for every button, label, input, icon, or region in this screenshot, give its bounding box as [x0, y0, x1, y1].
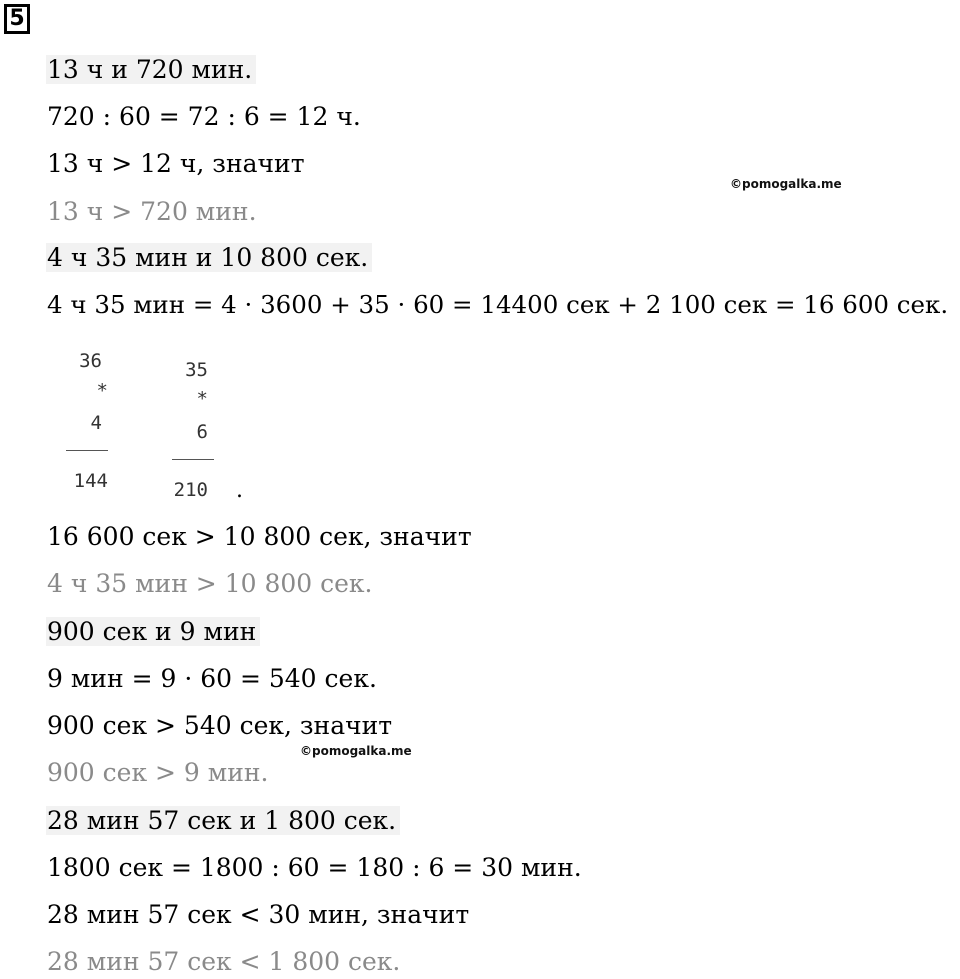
- task-4-answer: 28 мин 57 сек < 1 800 сек.: [47, 947, 401, 976]
- calc-2-top: 35: [185, 359, 208, 381]
- calc-1-operator: *: [96, 380, 108, 402]
- calc-1-bottom: 4: [90, 412, 102, 434]
- task-2-answer: 4 ч 35 мин > 10 800 сек.: [47, 569, 373, 598]
- task-3-statement: 900 сек и 9 мин: [47, 615, 260, 649]
- watermark: ©pomogalka.me: [730, 177, 842, 191]
- task-2-calculation: 4 ч 35 мин = 4 · 3600 + 35 · 60 = 14400 сек + 2 100 сек = 16 600 сек.: [47, 290, 949, 319]
- task-1-answer: 13 ч > 720 мин.: [47, 197, 257, 226]
- calc-2-result: 210: [173, 479, 208, 501]
- task-3-calculation: 9 мин = 9 · 60 = 540 сек.: [47, 664, 377, 693]
- task-2-comparison: 16 600 сек > 10 800 сек, значит: [47, 522, 472, 551]
- calc-2-bottom: 6: [196, 421, 208, 443]
- task-1-calculation: 720 : 60 = 72 : 6 = 12 ч.: [47, 102, 361, 131]
- calc-1-top: 36: [79, 350, 102, 372]
- task-2-statement: 4 ч 35 мин и 10 800 сек.: [47, 241, 372, 275]
- calc-1-divider: [66, 450, 108, 451]
- task-3-answer: 900 сек > 9 мин.: [47, 758, 269, 787]
- task-1-comparison: 13 ч > 12 ч, значит: [47, 149, 305, 178]
- calc-2-operator: *: [196, 388, 208, 410]
- task-3-comparison: 900 сек > 540 сек, значит: [47, 711, 393, 740]
- watermark: ©pomogalka.me: [300, 744, 412, 758]
- column-multiplication-2: [154, 359, 214, 509]
- column-multiplication-1: [48, 350, 108, 500]
- calc-1-result: 144: [73, 470, 108, 492]
- task-4-calculation: 1800 сек = 1800 : 60 = 180 : 6 = 30 мин.: [47, 853, 582, 882]
- task-4-statement: 28 мин 57 сек и 1 800 сек.: [47, 804, 400, 838]
- problem-number-badge: 5: [4, 4, 30, 34]
- task-1-statement: 13 ч и 720 мин.: [47, 53, 256, 87]
- task-4-comparison: 28 мин 57 сек < 30 мин, значит: [47, 900, 470, 929]
- calc-end-dot: .: [236, 478, 243, 503]
- calc-2-divider: [172, 459, 214, 460]
